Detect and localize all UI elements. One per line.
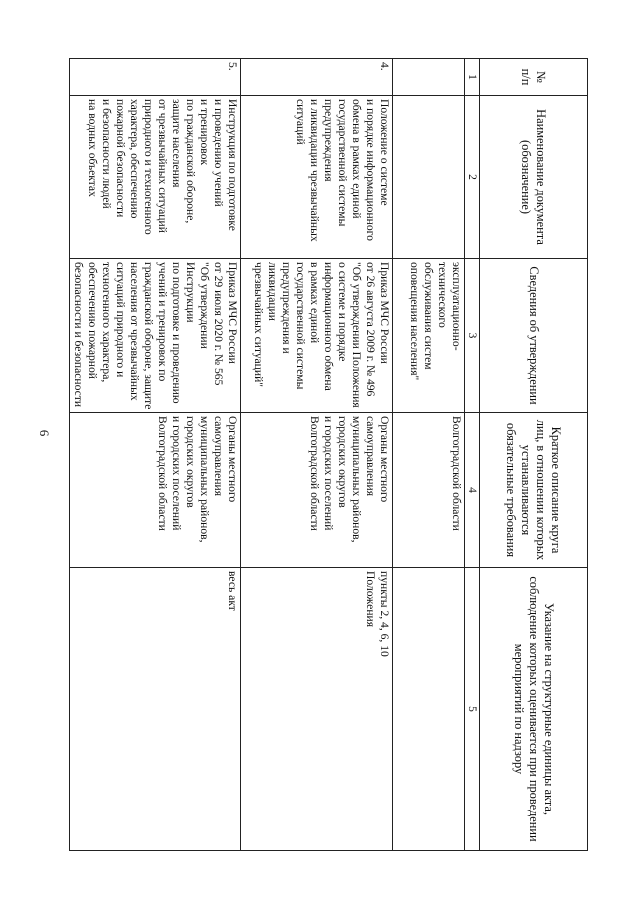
document-name: Инструкция по подготовке и проведению учений и тренировок по гражданской обороне, защите населения от чрезвычайных ситуаций природного и техногенного характера, обеспечению пожарной безопасности и безопасности людей на водных объектах (70, 96, 241, 259)
approval-info: Приказ МЧС России от 26 августа 2009 г. № 496 "Об утверждении Положения о системе и порядке информационного обмена в рамках единой государственной системы предупреждения и ликвидации чрезвычайных ситуаций" (241, 259, 393, 413)
row-number: 4. (241, 59, 393, 96)
column-number: 2 (465, 96, 480, 259)
header-document-name: Наименование документа (обозначение) (480, 96, 588, 259)
approval-info: Приказ МЧС России от 29 июля 2020 г. № 565 "Об утверждении Инструкции по подготовке и проведению учений и тренировок по гражданской обороне, защите населения от чрезвычайных ситуаций природного и техногенного характера, обеспечению пожарной безопасности и безопасности (70, 259, 241, 413)
column-numbers-row (465, 59, 480, 851)
header-num: № п/п (480, 59, 588, 96)
column-number: 4 (465, 413, 480, 568)
persons-description: Органы местного самоуправления муниципальных районов, городских округов и городских поселений Волгоградской области (70, 413, 241, 568)
persons-description: Органы местного самоуправления муниципальных районов, городских округов и городских поселений Волгоградской области (241, 413, 393, 568)
document-name (393, 96, 465, 259)
table-header-row (480, 59, 588, 851)
rotated-page (72, 58, 588, 850)
table-row (241, 59, 393, 851)
row-number (393, 59, 465, 96)
header-persons: Краткое описание круга лиц, в отношении которых устанавливаются обязательные требования (480, 413, 588, 568)
header-structural-units: Указание на структурные единицы акта, соблюдение которых оценивается при проведении мероприятий по надзору (480, 568, 588, 851)
header-approval: Сведения об утверждении (480, 259, 588, 413)
column-number: 1 (465, 59, 480, 96)
table-row (393, 59, 465, 851)
persons-description: Волгоградской области (393, 413, 465, 568)
requirements-table (69, 58, 588, 851)
structural-units (393, 568, 465, 851)
row-number: 5. (70, 59, 241, 96)
column-number: 5 (465, 568, 480, 851)
table-row (70, 59, 241, 851)
structural-units: пункты 2, 4, 6, 10 Положения (241, 568, 393, 851)
structural-units: весь акт (70, 568, 241, 851)
document-name: Положение о системе и порядке информационного обмена в рамках единой государственной системы предупреждения и ликвидации чрезвычайных ситуаций (241, 96, 393, 259)
column-number: 3 (465, 259, 480, 413)
page-number: 6 (37, 429, 52, 437)
approval-info: эксплуатационно-технического обслуживания систем оповещения населения" (393, 259, 465, 413)
